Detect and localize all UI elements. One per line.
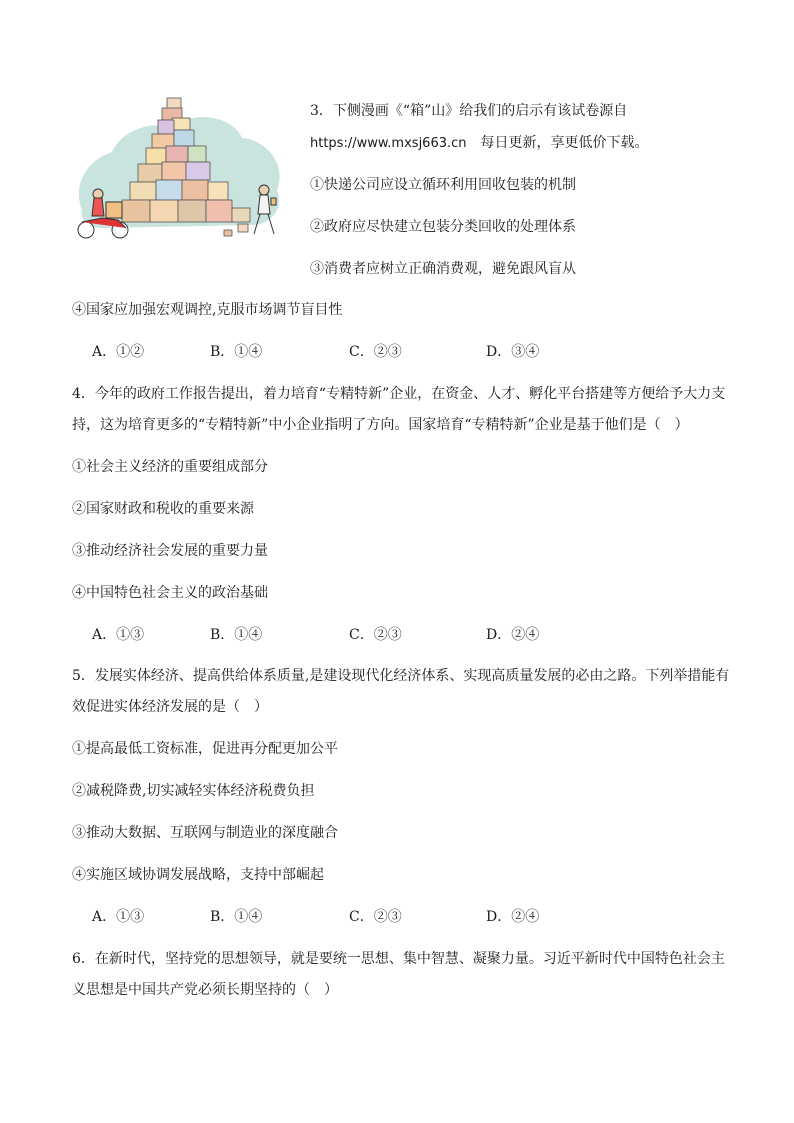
- q3-source-note: 每日更新，享更低价下载。: [466, 135, 649, 151]
- q4-stem-line-1: 4．今年的政府工作报告提出，着力培育“专精特新”企业，在资金、人才、孵化平台搭建等方便给予大力支: [72, 386, 726, 402]
- q5-statement-4: ④实施区域协调发展战略，支持中部崛起: [72, 867, 324, 883]
- q3-option-b[interactable]: B．①④: [210, 344, 263, 360]
- q4-option-b[interactable]: B．①④: [210, 627, 263, 643]
- q5-option-d[interactable]: D．②④: [486, 909, 540, 925]
- q4-statement-2: ②国家财政和税收的重要来源: [72, 501, 254, 517]
- q5-statement-2: ②减税降费,切实减轻实体经济税费负担: [72, 783, 315, 799]
- q4-statement-4: ④中国特色社会主义的政治基础: [72, 585, 268, 601]
- q4-statement-3: ③推动经济社会发展的重要力量: [72, 543, 268, 559]
- q3-statement-3: ③消费者应树立正确消费观，避免跟风盲从: [310, 261, 576, 277]
- q3-option-d[interactable]: D．③④: [486, 344, 540, 360]
- q3-stem: 3．下侧漫画《“箱”山》给我们的启示有该试卷源自: [310, 103, 628, 119]
- q3-source-link[interactable]: https://www.mxsj663.cn: [310, 136, 467, 151]
- cartoon-box-mountain-image: [72, 90, 290, 245]
- q4-statement-1: ①社会主义经济的重要组成部分: [72, 459, 268, 475]
- q4-option-a[interactable]: A．①③: [92, 627, 145, 643]
- q6-stem-line-1: 6．在新时代，坚持党的思想领导，就是要统一思想、集中智慧、凝聚力量。习近平新时代中国特色社会主: [72, 951, 725, 967]
- q5-statement-3: ③推动大数据、互联网与制造业的深度融合: [72, 825, 338, 841]
- q4-option-d[interactable]: D．②④: [486, 627, 540, 643]
- q5-option-b[interactable]: B．①④: [210, 909, 263, 925]
- q5-statement-1: ①提高最低工资标准，促进再分配更加公平: [72, 741, 338, 757]
- q3-option-a[interactable]: A．①②: [92, 344, 145, 360]
- q4-option-c[interactable]: C．②③: [349, 627, 402, 643]
- q5-option-c[interactable]: C．②③: [349, 909, 402, 925]
- q3-statement-2: ②政府应尽快建立包装分类回收的处理体系: [310, 219, 576, 235]
- q3-statement-1: ①快递公司应设立循环利用回收包装的机制: [310, 177, 576, 193]
- q5-stem-line-2: 效促进实体经济发展的是（ ）: [72, 699, 268, 715]
- q3-statement-4: ④国家应加强宏观调控,克服市场调节盲目性: [72, 302, 343, 318]
- q5-option-a[interactable]: A．①③: [92, 909, 145, 925]
- q4-stem-line-2: 持，这为培育更多的“专精特新”中小企业指明了方向。国家培育“专精特新”企业是基于他们是（ ）: [72, 417, 689, 433]
- q6-stem-line-2: 义思想是中国共产党必须长期坚持的（ ）: [72, 982, 338, 998]
- q3-option-c[interactable]: C．②③: [349, 344, 402, 360]
- q5-stem-line-1: 5．发展实体经济、提高供给体系质量,是建设现代化经济体系、实现高质量发展的必由之路。下列举措能有: [72, 668, 730, 684]
- q3-source-line: [310, 133, 649, 154]
